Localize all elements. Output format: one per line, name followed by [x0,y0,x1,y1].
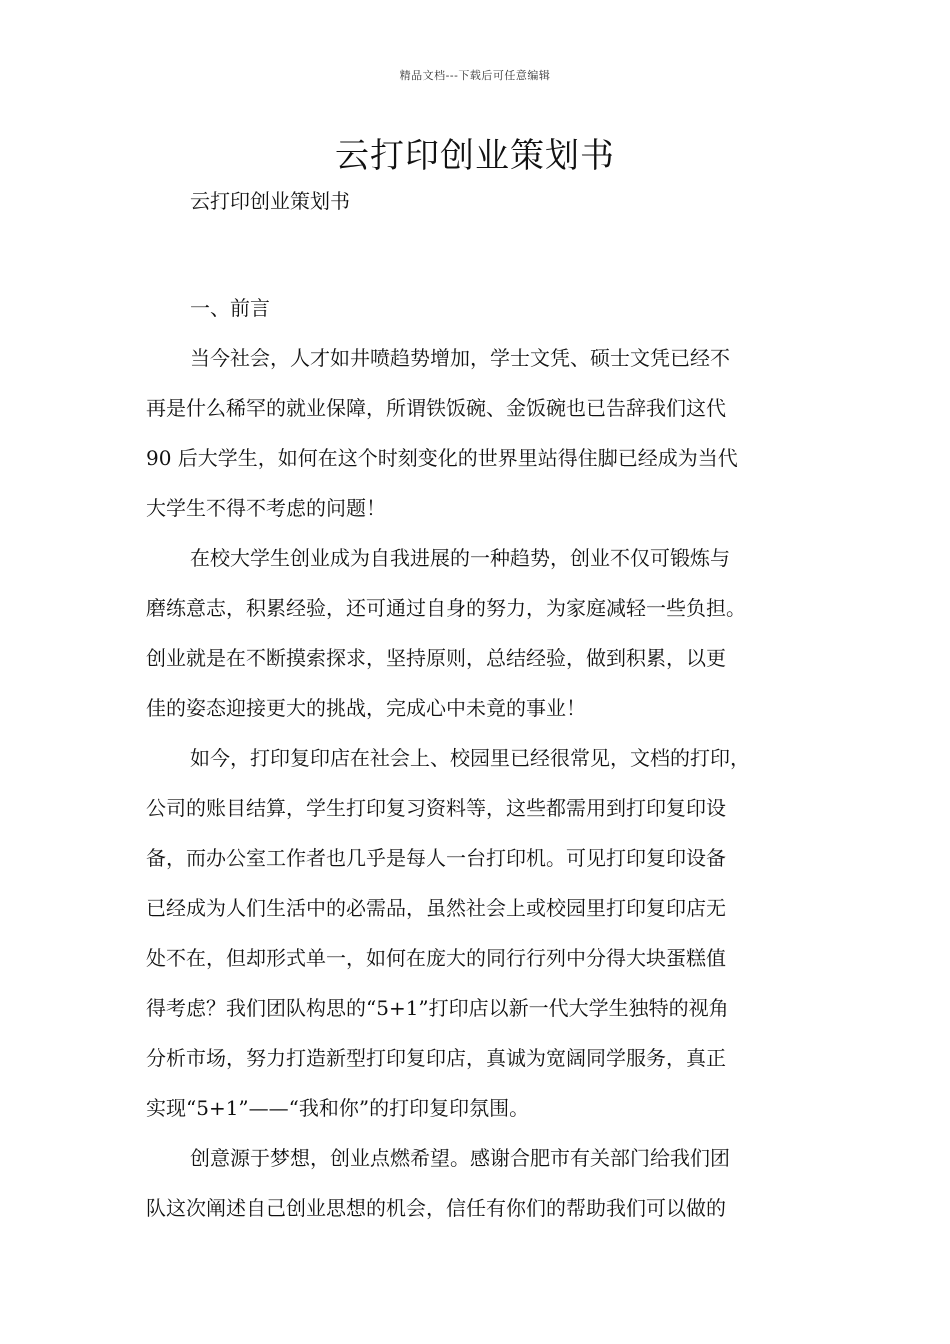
paragraph-line: 90 后大学生，如何在这个时刻变化的世界里站得住脚已经成为当代 [146,446,738,470]
paragraph-line: 已经成为人们生活中的必需品，虽然社会上或校园里打印复印店无 [146,896,726,920]
paragraph [146,333,808,533]
document-subtitle: 云打印创业策划书 [190,189,350,213]
paragraph-line: 大学生不得不考虑的问题！ [146,496,386,520]
body-text [146,283,808,1233]
paragraph-line: 队这次阐述自己创业思想的机会，信任有你们的帮助我们可以做的 [146,1196,726,1220]
paragraph-line: 如今，打印复印店在社会上、校园里已经很常见，文档的打印， [190,746,750,770]
paragraph-line: 得考虑？我们团队构思的“5+1”打印店以新一代大学生独特的视角 [146,996,729,1020]
document-title: 云打印创业策划书 [335,136,615,176]
paragraph-line: 公司的账目结算，学生打印复习资料等，这些都需用到打印复印设 [146,796,726,820]
paragraph-line: 处不在，但却形式单一，如何在庞大的同行行列中分得大块蛋糕值 [146,946,726,970]
paragraph [146,1133,808,1233]
paragraph [146,733,808,1133]
header-note: 精品文档---下载后可任意编辑 [399,69,551,82]
section-heading: 一、前言 [190,296,270,320]
paragraph-line: 创业就是在不断摸索探求，坚持原则，总结经验，做到积累，以更 [146,646,726,670]
paragraph-line: 分析市场，努力打造新型打印复印店，真诚为宽阔同学服务，真正 [146,1046,726,1070]
paragraph-line: 磨练意志，积累经验，还可通过自身的努力，为家庭减轻一些负担。 [146,596,746,620]
paragraph-line: 实现“5+1”——“我和你”的打印复印氛围。 [146,1096,530,1120]
paragraph-line: 再是什么稀罕的就业保障，所谓铁饭碗、金饭碗也已告辞我们这代 [146,396,726,420]
paragraph [146,533,808,733]
paragraph-line: 创意源于梦想，创业点燃希望。感谢合肥市有关部门给我们团 [190,1146,730,1170]
paragraph-line: 在校大学生创业成为自我进展的一种趋势，创业不仅可锻炼与 [190,546,730,570]
paragraph-line: 备，而办公室工作者也几乎是每人一台打印机。可见打印复印设备 [146,846,726,870]
paragraph-line: 佳的姿态迎接更大的挑战，完成心中未竟的事业！ [146,696,586,720]
paragraph-line: 当今社会，人才如井喷趋势增加，学士文凭、硕士文凭已经不 [190,346,730,370]
